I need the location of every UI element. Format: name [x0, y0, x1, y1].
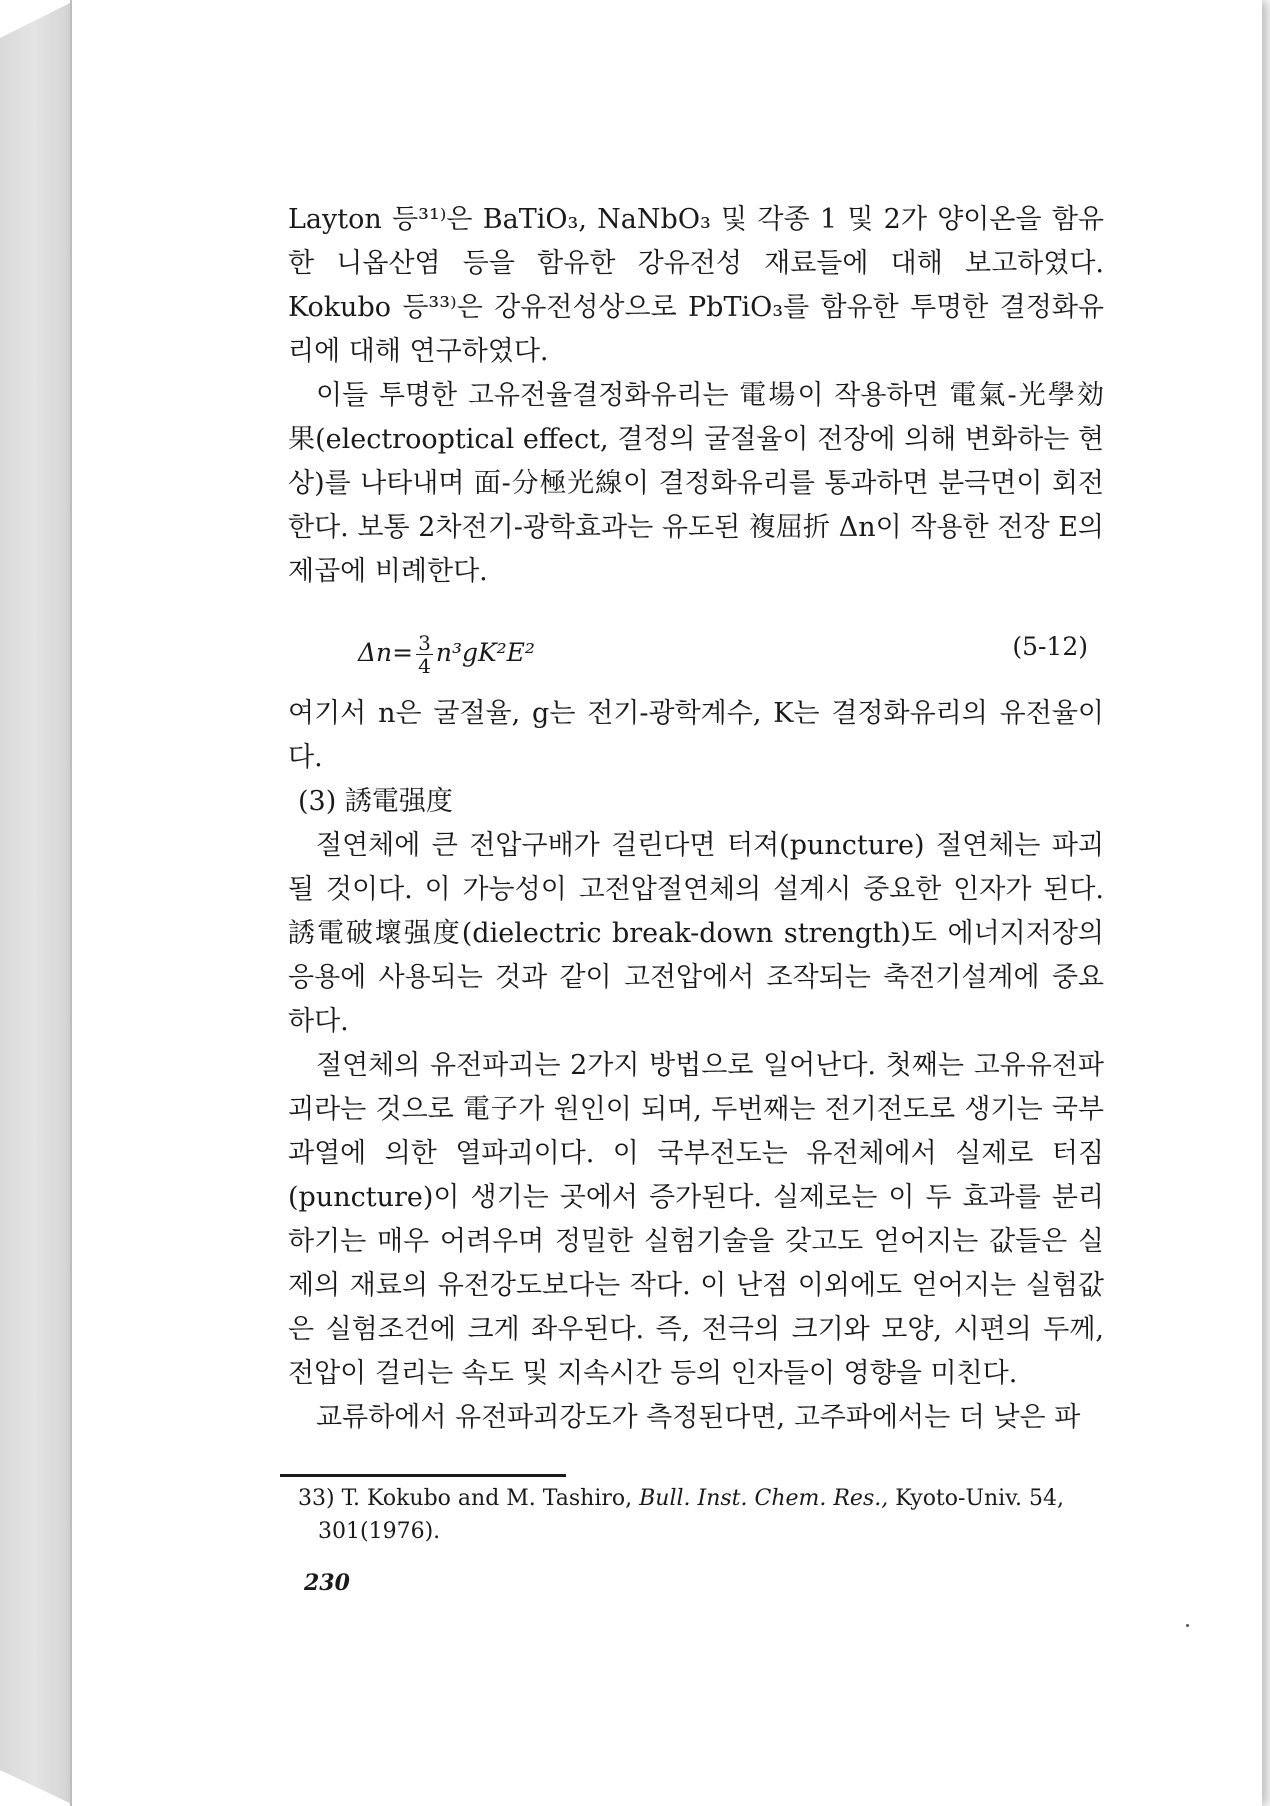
book-spine — [0, 0, 76, 1806]
equation-lhs: Δn= — [358, 638, 414, 667]
footnote-line-1 — [298, 1482, 1098, 1515]
equation-body — [358, 632, 535, 677]
paragraph-2: 이들 투명한 고유전율결정화유리는 電場이 작용하면 電氣-光學効果(electrooptical effect, 결정의 굴절율이 전장에 의해 변화하는 현상)를 나타내며 面-分極光線이 결정화유리를 통과하면 분극면이 회전한다. 보통 2차전기-광학효과는 유도된 複屈折 Δn이 작용한 전장 E의 제곱에 비례한다. — [288, 380, 1104, 587]
equation-5-12 — [358, 614, 1088, 678]
footnote-divider — [280, 1474, 566, 1477]
scan-speck — [1186, 1624, 1189, 1627]
equation-fraction — [416, 632, 433, 677]
footnote-33 — [298, 1482, 1098, 1548]
footnote-rest: Kyoto-Univ. 54, — [895, 1486, 1064, 1511]
fraction-numerator: 3 — [418, 631, 431, 655]
paragraph-6: 교류하에서 유전파괴강도가 측정된다면, 고주파에서는 더 낮은 파 — [316, 1402, 1081, 1433]
paragraph-3: 여기서 n은 굴절율, g는 전기-광학계수, K는 결정화유리의 유전율이다. — [288, 698, 1104, 773]
equation-rhs: n³gK²E² — [435, 638, 535, 667]
page-body-continued — [288, 692, 1104, 1440]
footnote-authors: T. Kokubo and M. Tashiro, — [341, 1486, 633, 1511]
body-text — [288, 198, 1104, 594]
page-number: 230 — [304, 1570, 350, 1596]
page-body — [288, 198, 1104, 594]
body-text-2 — [288, 692, 1104, 1440]
equation-number: (5-12) — [1012, 632, 1088, 661]
footnote-line-2: 301(1976). — [318, 1519, 441, 1544]
footnote-marker: 33) — [298, 1486, 335, 1511]
footnote-journal: Bull. Inst. Chem. Res., — [639, 1486, 889, 1511]
section-heading: (3) 誘電强度 — [298, 786, 453, 817]
paragraph-5: 절연체의 유전파괴는 2가지 방법으로 일어난다. 첫째는 고유유전파괴라는 것으로 電子가 원인이 되며, 두번째는 전기전도로 생기는 국부과열에 의한 열파괴이다. 이 국부전도는 유전체에서 실제로 터짐(puncture)이 생기는 곳에서 증가된다. 실제로는 이 두 효과를 분리하기는 매우 어려우며 정밀한 실험기술을 갖고도 얻어지는 값들은 실제의 재료의 유전강도보다는 작다. 이 난점 이외에도 얻어지는 실험값은 실험조건에 크게 좌우된다. 즉, 전극의 크기와 모양, 시편의 두께, 전압이 걸리는 속도 및 지속시간 등의 인자들이 영향을 미친다. — [288, 1050, 1104, 1389]
paragraph-4: 절연체에 큰 전압구배가 걸린다면 터져(puncture) 절연체는 파괴될 것이다. 이 가능성이 고전압절연체의 설계시 중요한 인자가 된다. 誘電破壞强度(dielectric break-down strength)도 에너지저장의 응용에 사용되는 것과 같이 고전압에서 조작되는 축전기설계에 중요하다. — [288, 830, 1104, 1037]
paragraph-1: Layton 등³¹⁾은 BaTiO₃, NaNbO₃ 및 각종 1 및 2가 양이온을 함유한 니옵산염 등을 함유한 강유전성 재료들에 대해 보고하였다. Kokubo 등³³⁾은 강유전성상으로 PbTiO₃를 함유한 투명한 결정화유리에 대해 연구하였다. — [288, 204, 1104, 367]
fraction-denominator: 4 — [418, 654, 431, 678]
